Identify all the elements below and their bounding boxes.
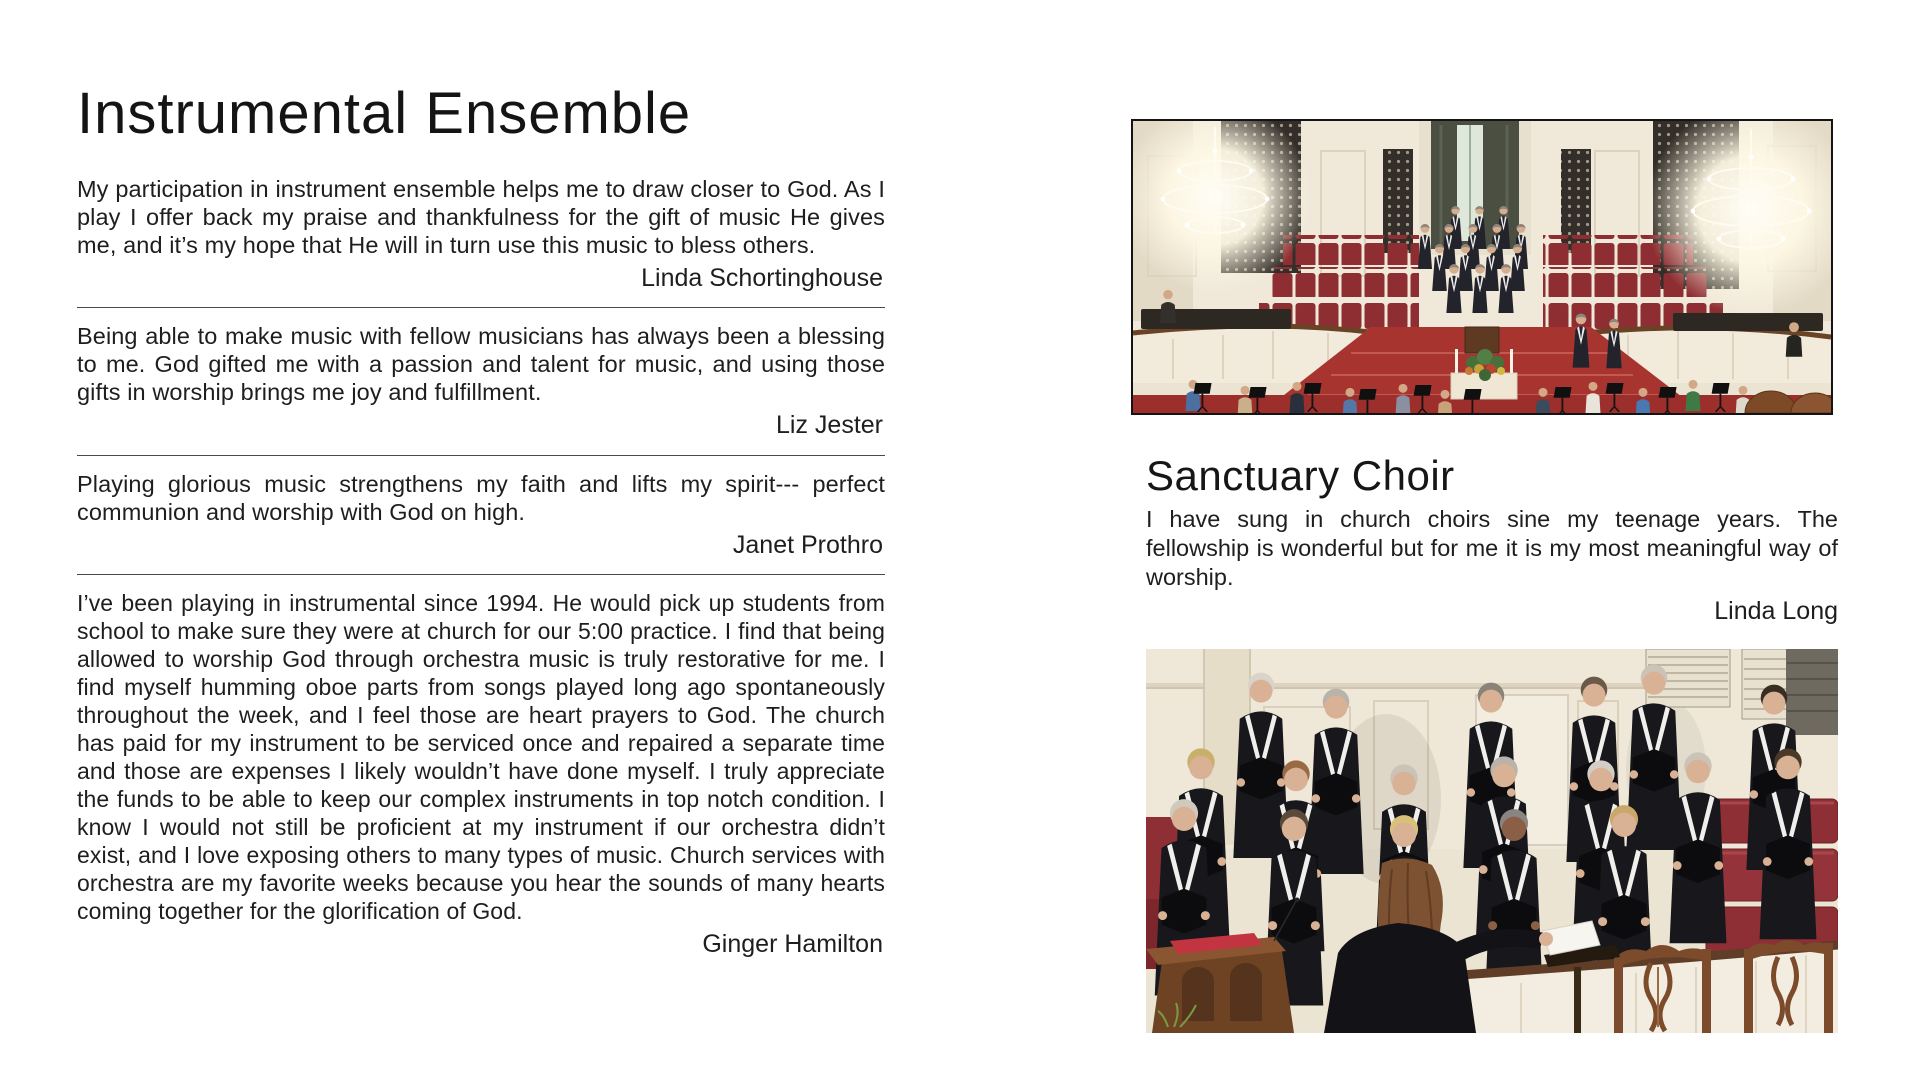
testimonial-author: Linda Long — [1714, 597, 1838, 625]
testimonial-text: I have sung in church choirs sine my teenage years. The fellowship is wonderful but for me it is my most meaningful way of worship. — [1146, 506, 1838, 590]
testimonial-text: My participation in instrument ensemble helps me to draw closer to God. As I play I offer back my praise and thankfulness for the gift of music He gives me, and it’s my hope that He will in turn use this music to bless others. — [77, 175, 885, 258]
testimonial-block — [77, 175, 885, 293]
testimonial-block — [77, 470, 885, 560]
divider — [77, 307, 885, 308]
page-title: Instrumental Ensemble — [77, 81, 692, 146]
divider — [77, 574, 885, 575]
testimonial-text: Playing glorious music strengthens my faith and lifts my spirit--- perfect communion and worship with God on high. — [77, 470, 885, 525]
testimonial-text: Being able to make music with fellow musicians has always been a blessing to me. God gifted me with a passion and talent for music, and using those gifts in worship brings me joy and fulfillment. — [77, 323, 885, 406]
choir-art — [1146, 649, 1838, 1033]
testimonial-author: Liz Jester — [776, 411, 883, 440]
divider — [77, 455, 885, 456]
testimonial-block — [77, 322, 885, 440]
testimonial-author: Janet Prothro — [732, 530, 883, 559]
choir-singing-photo — [1146, 649, 1838, 1033]
instrumental-ensemble-section — [77, 81, 885, 959]
section-title: Sanctuary Choir — [1146, 452, 1455, 499]
sanctuary-orchestra-photo — [1131, 119, 1833, 415]
testimonial-author: Linda Schortinghouse — [641, 263, 883, 292]
testimonial-text: I’ve been playing in instrumental since 1994. He would pick up students from school to make sure they were at church for our 5:00 practice. I find that being allowed to worship God through orchestra music is truly restorative for me. I find myself humming oboe parts from songs played long ago spontaneously throughout the week, and I feel those are heart prayers to God. The church has paid for my instrument to be serviced once and repaired a separate time and those are expenses I likely wouldn’t have done myself. I truly appreciate the funds to be able to keep our complex instruments in top notch condition. I know I would not still be proficient at my instrument if our orchestra didn’t exist, and I love exposing others to many types of music. Church services with orchestra are my favorite weeks because you hear the sounds of many hearts coming together for the glorification of God. — [77, 590, 885, 925]
sanctuary-wide-art — [1133, 121, 1831, 413]
testimonial-block — [77, 589, 885, 959]
testimonial-author: Ginger Hamilton — [702, 930, 883, 959]
